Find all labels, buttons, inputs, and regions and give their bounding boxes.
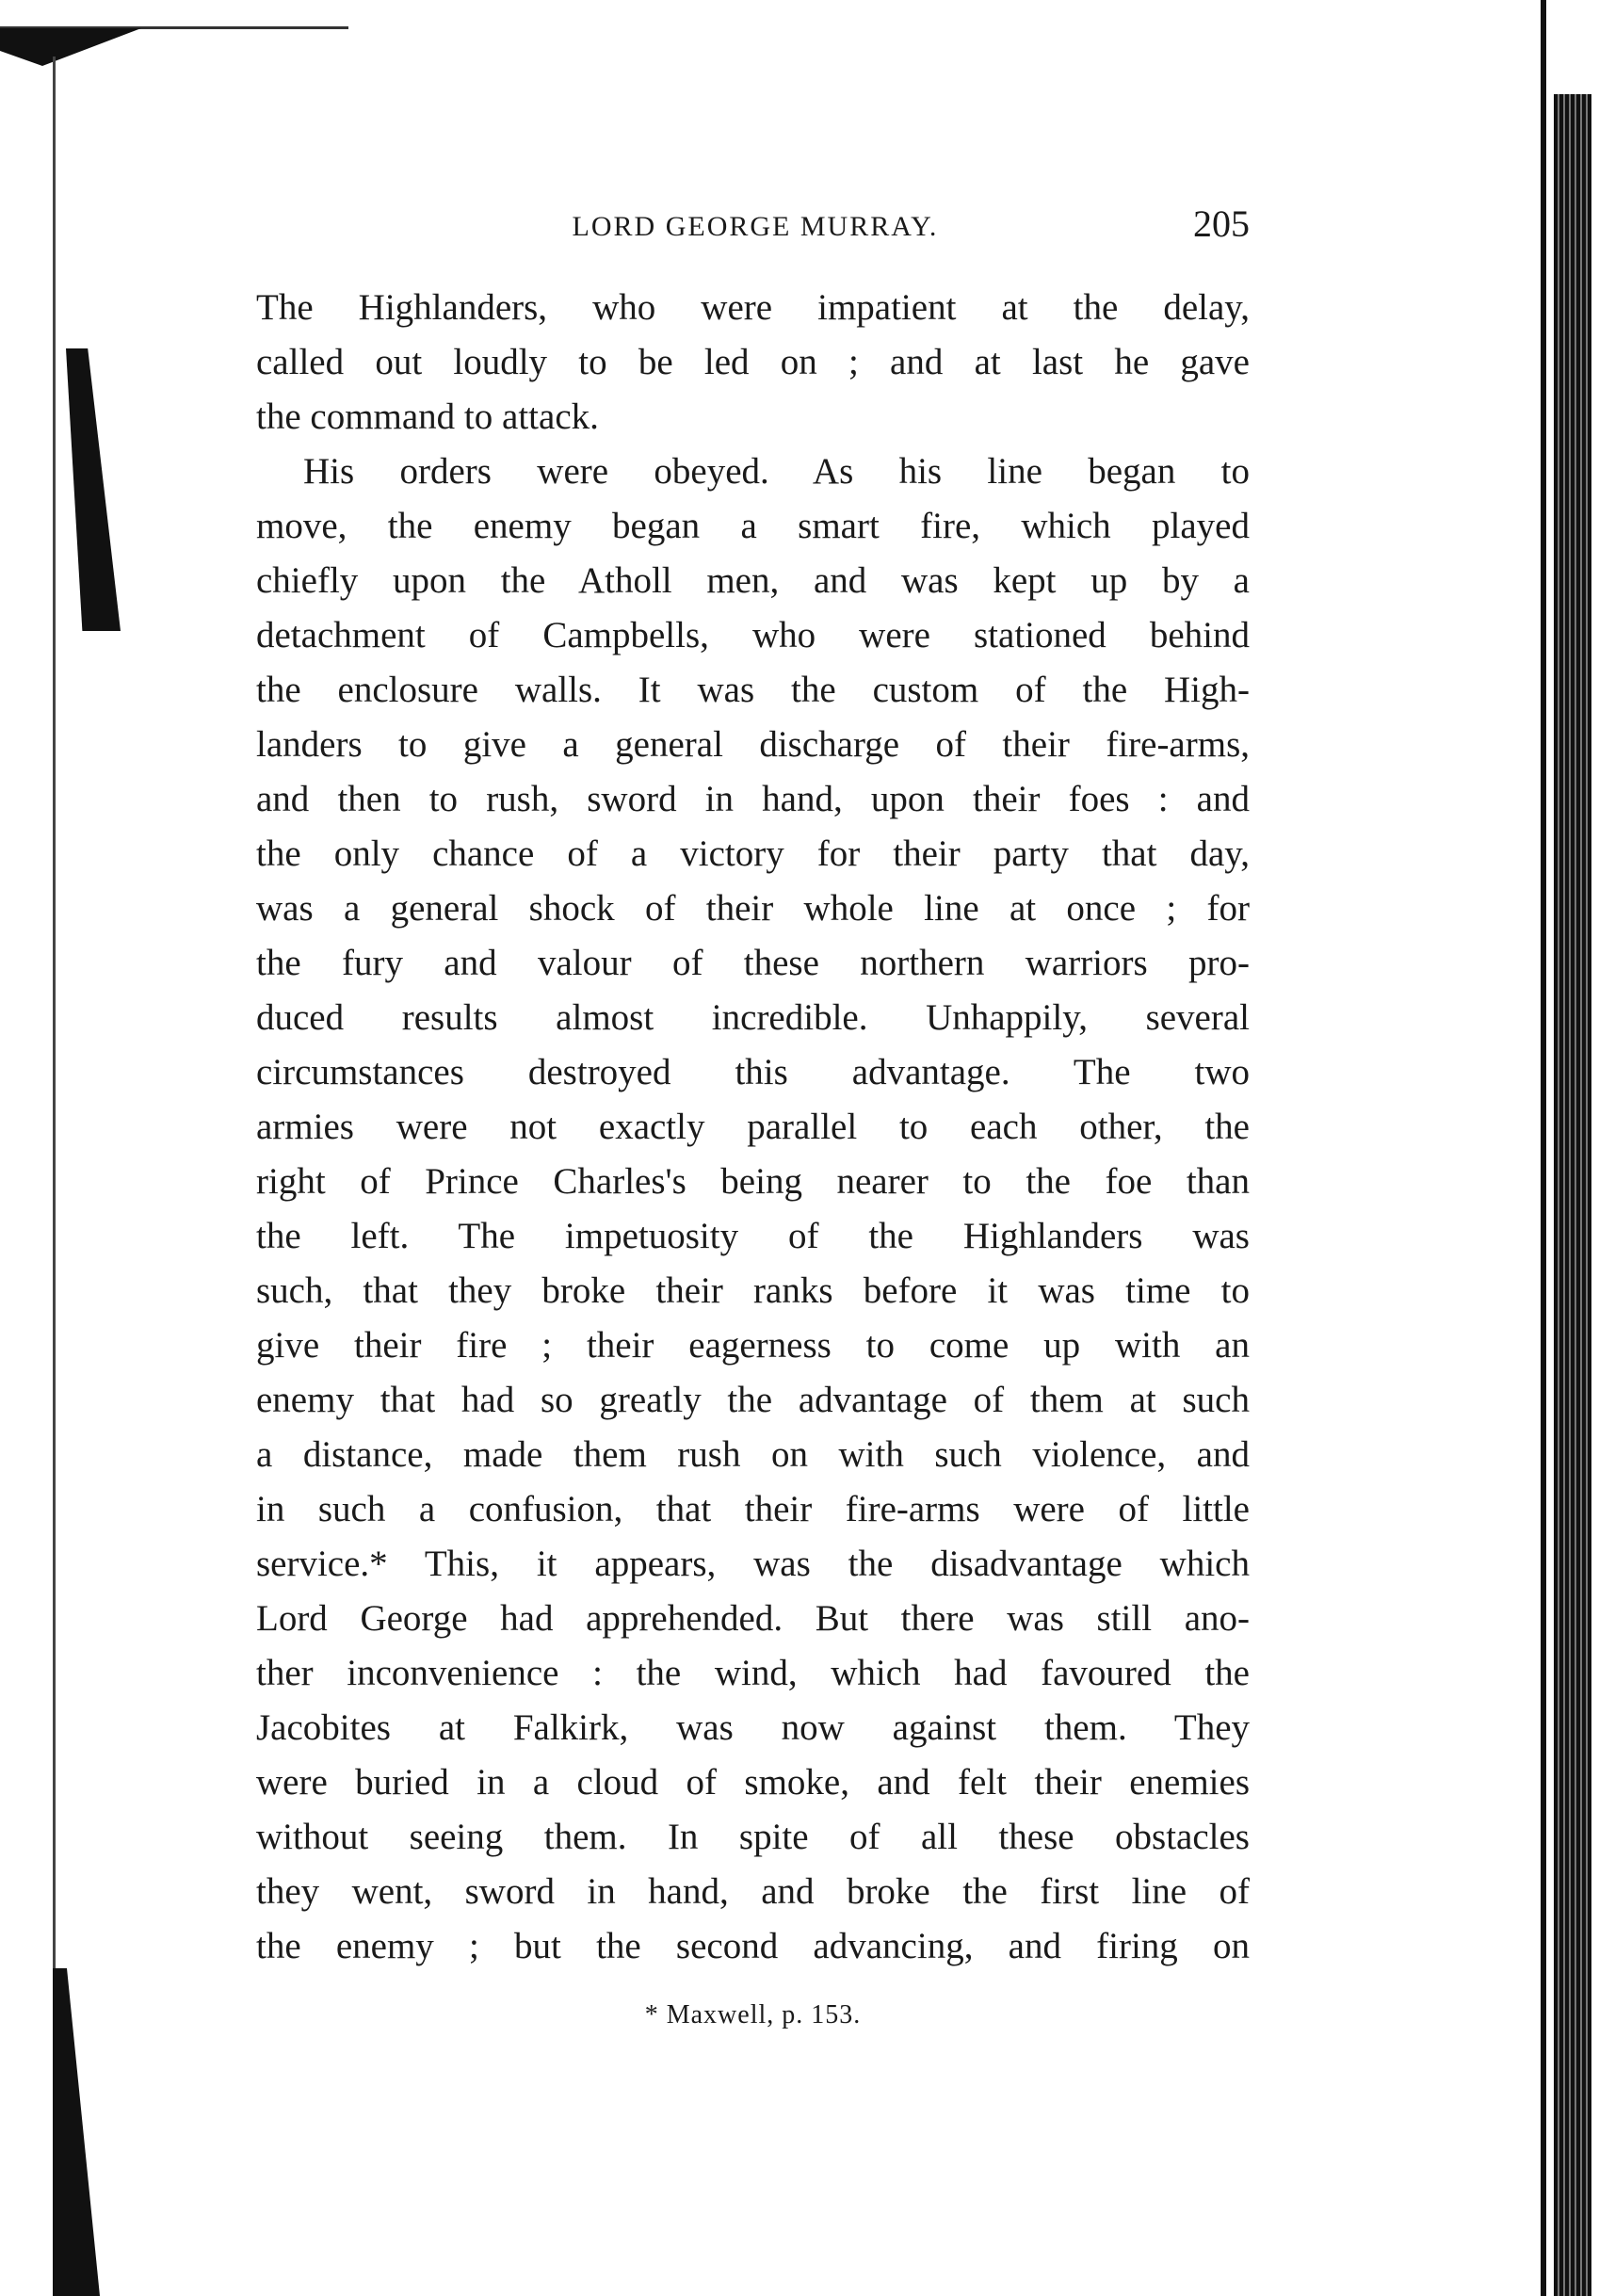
text-line: the enclosure walls. It was the custom of the High- <box>256 670 1250 710</box>
text-line: duced results almost incredible. Unhappily, several <box>256 997 1250 1038</box>
text-line: and then to rush, sword in hand, upon their foes : and <box>256 779 1250 819</box>
text-line: right of Prince Charles's being nearer to the foe than <box>256 1161 1250 1202</box>
scan-edge-right <box>1541 0 1546 2296</box>
text-line: were buried in a cloud of smoke, and felt their enemies <box>256 1762 1250 1803</box>
text-line: was a general shock of their whole line at once ; for <box>256 888 1250 929</box>
text-line: Lord George had apprehended. But there was still ano- <box>256 1598 1250 1639</box>
text-line: service.* This, it appears, was the disadvantage which <box>256 1544 1250 1584</box>
text-line: the fury and valour of these northern warriors pro- <box>256 943 1250 983</box>
body-text <box>256 281 1250 1974</box>
text-line: the command to attack. <box>256 396 599 437</box>
text-line: His orders were obeyed. As his line began to <box>303 451 1250 492</box>
text-line: circumstances destroyed this advantage. The two <box>256 1052 1250 1092</box>
scan-edge-left-mark-bottom <box>53 1968 100 2296</box>
text-line: in such a confusion, that their fire-arms were of little <box>256 1489 1250 1529</box>
text-line: the enemy ; but the second advancing, and firing on <box>256 1926 1250 1966</box>
text-line: the left. The impetuosity of the Highlanders was <box>256 1216 1250 1256</box>
text-line: Jacobites at Falkirk, was now against them. They <box>256 1707 1250 1748</box>
scan-edge-right-band <box>1554 94 1591 2296</box>
scan-edge-left-line <box>53 57 56 2251</box>
text-line: chiefly upon the Atholl men, and was kept up by a <box>256 560 1250 601</box>
page-number: 205 <box>1193 202 1250 245</box>
running-title: LORD GEORGE MURRAY. <box>572 211 939 242</box>
text-line: such, that they broke their ranks before it was time to <box>256 1270 1250 1311</box>
text-line: landers to give a general discharge of their fire-arms, <box>256 724 1250 765</box>
text-line: called out loudly to be led on ; and at last he gave <box>256 342 1250 382</box>
text-line: they went, sword in hand, and broke the first line of <box>256 1871 1250 1912</box>
text-line: the only chance of a victory for their party that day, <box>256 833 1250 874</box>
text-line: move, the enemy began a smart fire, which played <box>256 506 1250 546</box>
text-line: armies were not exactly parallel to each other, the <box>256 1107 1250 1147</box>
page-header <box>256 202 1250 258</box>
scan-edge-wedge <box>0 28 141 66</box>
scan-edge-left-mark <box>66 348 121 631</box>
text-line: The Highlanders, who were impatient at the delay, <box>256 287 1250 328</box>
text-line: detachment of Campbells, who were stationed behind <box>256 615 1250 655</box>
text-line: without seeing them. In spite of all these obstacles <box>256 1817 1250 1857</box>
text-line: a distance, made them rush on with such violence, and <box>256 1434 1250 1475</box>
text-line: enemy that had so greatly the advantage of them at such <box>256 1380 1250 1420</box>
text-line: give their fire ; their eagerness to come up with an <box>256 1325 1250 1366</box>
text-line: ther inconvenience : the wind, which had favoured the <box>256 1653 1250 1693</box>
footnote: * Maxwell, p. 153. <box>644 2000 862 2029</box>
